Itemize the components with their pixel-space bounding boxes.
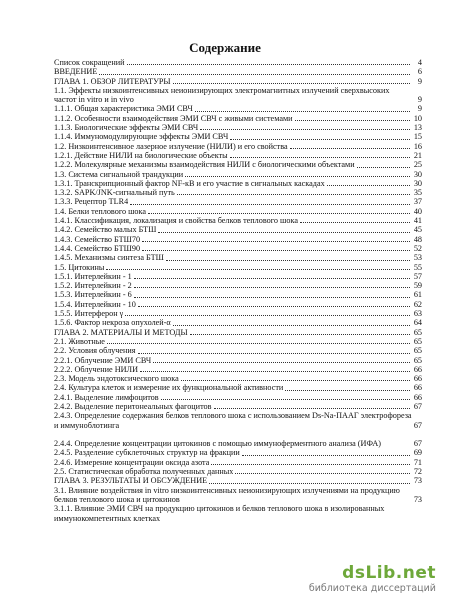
toc-entry-title: 2.2.2. Облучение НИЛИ — [54, 364, 139, 374]
toc-entry — [54, 151, 422, 160]
toc-entry-page: 66 — [413, 364, 422, 374]
toc-entry-page: 55 — [413, 262, 422, 272]
toc-entry — [54, 318, 422, 327]
toc-entry — [54, 411, 422, 430]
toc-entry — [54, 486, 422, 505]
watermark-tagline: библиотека диссертаций — [308, 583, 436, 594]
toc-entry-page: 57 — [413, 271, 422, 281]
toc-entry-title: ВВЕДЕНИЕ — [54, 67, 98, 77]
toc-entry-title: 2.4.4. Определение концентрации цитокинов с помощью иммуноферментного анализа (ИФА) — [54, 439, 382, 449]
toc-leader-dots — [153, 362, 410, 363]
toc-leader-dots — [177, 194, 410, 195]
toc-leader-dots — [230, 139, 410, 140]
toc-leader-dots — [142, 250, 410, 251]
toc-entry-title: 1.1. Эффекты низкоинтенсивных неионизирующих электромагнитных излучений сверхвысоких частот in vitro и in vivo — [54, 85, 390, 105]
toc-entry-title: 2.4. Культура клеток и измерение их функциональной активности — [54, 383, 284, 393]
toc-entry-title: 1.4.4. Семейство БТШ90 — [54, 243, 141, 253]
toc-entry — [54, 77, 422, 86]
toc-entry — [54, 179, 422, 188]
toc-entry-title: 2.2.1. Облучение ЭМИ СВЧ — [54, 355, 152, 365]
toc-entry — [54, 374, 422, 383]
toc-entry-page: 65 — [413, 355, 422, 365]
toc-entry-page: 25 — [413, 160, 422, 170]
toc-entry — [54, 197, 422, 206]
toc-leader-dots — [190, 334, 410, 335]
toc-entry-page: 66 — [413, 383, 422, 393]
toc-leader-dots — [230, 157, 410, 158]
toc-entry-title: 3.1. Влияние воздействия in vitro низкоинтенсивных неионизирующих излучениями на продукцию белков теплового шока и цитокинов — [54, 485, 400, 504]
toc-entry — [54, 272, 422, 281]
toc-entry-page: 9 — [417, 95, 422, 105]
toc-entry-title: 1.5. Цитокины — [54, 262, 105, 272]
toc-entry-page: 40 — [413, 206, 422, 216]
toc-entry-title: 2.4.3. Определение содержания белков теплового шока с использованием Ds-Na-ПААГ электрофореза и иммуноблотинга — [54, 411, 412, 430]
toc-entry-page: 9 — [417, 76, 422, 86]
toc-entry-title: 2.3. Модель эндотоксического шока — [54, 374, 179, 384]
watermark-brand-suffix: .net — [395, 563, 436, 583]
toc-entry-page: 10 — [413, 113, 422, 123]
toc-entry-title: 1.3.1. Транскрипционный фактор NF-кВ и его участие в сигнальных каскадах — [54, 178, 325, 188]
toc-entry — [54, 467, 422, 476]
toc-entry-page: 65 — [413, 346, 422, 356]
toc-entry-page: 67 — [413, 420, 422, 430]
toc-entry-title: ГЛАВА 3. РЕЗУЛЬТАТЫ И ОБСУЖДЕНИЕ — [54, 476, 208, 486]
toc-leader-dots — [140, 371, 410, 372]
toc-entry-page: 66 — [413, 392, 422, 402]
toc-leader-dots — [142, 241, 410, 242]
toc-entry-title: ГЛАВА 1. ОБЗОР ЛИТЕРАТУРЫ — [54, 76, 171, 86]
toc-leader-dots — [327, 185, 410, 186]
toc-entry-title: 1.2. Низкоинтенсивное лазерное излучение (НИЛИ) и его свойства — [54, 141, 288, 151]
toc-entry-page: 9 — [417, 104, 422, 114]
toc-entry — [54, 328, 422, 337]
toc-entry — [54, 393, 422, 402]
toc-entry-page: 15 — [413, 132, 422, 142]
toc-entry — [54, 216, 422, 225]
toc-leader-dots — [127, 64, 411, 65]
toc-entry-title: 2.4.5. Разделение субклеточных структур на фракции — [54, 448, 240, 458]
toc-entry — [54, 114, 422, 123]
toc-entry — [54, 402, 422, 411]
toc-entry — [54, 356, 422, 365]
toc-entry — [54, 309, 422, 318]
toc-entry-page: 35 — [413, 188, 422, 198]
toc-entry-title: 1.1.1. Общая характеристика ЭМИ СВЧ — [54, 104, 193, 114]
toc-entry-page: 30 — [413, 169, 422, 179]
toc-leader-dots — [295, 120, 410, 121]
toc-entry-page: 6 — [417, 67, 422, 77]
toc-leader-dots — [195, 111, 410, 112]
toc-entry-title: Список сокращений — [54, 58, 125, 67]
toc-entry-page: 37 — [413, 197, 422, 207]
toc-entry-title: 1.5.1. Интерлейкин - 1 — [54, 271, 132, 281]
toc-entry-title: 2.2. Условия облучения — [54, 346, 136, 356]
toc-entry — [54, 123, 422, 132]
toc-entry-title: 1.3. Система сигнальной трандукции — [54, 169, 184, 179]
toc-entry-page: 73 — [413, 494, 422, 504]
toc-entry-page: 53 — [413, 253, 422, 263]
toc-entry — [54, 263, 422, 272]
toc-entry-page: 61 — [413, 290, 422, 300]
toc-leader-dots — [130, 204, 410, 205]
page-title: Содержание — [189, 40, 261, 55]
toc-entry-title: 1.5.2. Интерлейкин - 2 — [54, 281, 132, 291]
toc-entry-page: 73 — [413, 476, 422, 486]
toc-entry-title: 1.1.4. Иммуномодулирующие эффекты ЭМИ СВЧ — [54, 132, 229, 142]
toc-leader-dots — [290, 148, 410, 149]
toc-leader-dots — [357, 167, 410, 168]
toc-entry-page: 52 — [413, 243, 422, 253]
toc-leader-dots — [148, 213, 410, 214]
toc-entry — [54, 253, 422, 262]
watermark — [309, 563, 436, 594]
toc-entry — [54, 142, 422, 151]
toc-entry-page: 71 — [413, 457, 422, 467]
toc-leader-dots — [300, 222, 410, 223]
toc-leader-dots — [138, 306, 410, 307]
toc-entry-page: 16 — [413, 141, 422, 151]
toc-entry-title: 2.4.6. Измерение концентрации оксида азота — [54, 457, 210, 467]
toc-entry-page: 64 — [413, 318, 422, 328]
toc-leader-dots — [181, 380, 410, 381]
toc-entry-page: 4 — [417, 58, 422, 67]
toc-entry-page: 48 — [413, 234, 422, 244]
toc-entry — [54, 337, 422, 346]
toc-entry — [54, 430, 422, 449]
toc-leader-dots — [99, 74, 410, 75]
toc-leader-dots — [107, 343, 410, 344]
toc-leader-dots — [134, 278, 410, 279]
toc-entry-title: 3.1.1. Влияние ЭМИ СВЧ на продукцию цитокинов и белков теплового шока в изолированных иммунокомпетентных клетках — [54, 504, 385, 523]
toc-entry — [54, 300, 422, 309]
toc-entry-title: 1.4. Белки теплового шока — [54, 206, 147, 216]
toc-leader-dots — [200, 129, 410, 130]
toc-entry-page: 72 — [413, 467, 422, 477]
toc-entry-title: 1.5.5. Интерферон γ — [54, 309, 124, 319]
toc-entry — [54, 476, 422, 485]
toc-entry-title: 1.5.3. Интерлейкин - 6 — [54, 290, 132, 300]
toc-entry — [54, 207, 422, 216]
toc-entry-page: 63 — [413, 309, 422, 319]
toc-entry — [54, 67, 422, 76]
toc-entry — [54, 225, 422, 234]
toc-entry-page: 62 — [413, 299, 422, 309]
toc-entry — [54, 58, 422, 67]
toc-entry — [54, 235, 422, 244]
toc-entry-title: ГЛАВА 2. МАТЕРИАЛЫ И МЕТОДЫ — [54, 327, 188, 337]
toc-entry-title: 1.3.2. SAPK/JNK-сигнальный путь — [54, 188, 175, 198]
toc-entry-title: 2.5. Статистическая обработка полученных данных — [54, 467, 234, 477]
watermark-brand: dsLib — [342, 563, 396, 583]
toc-entry-title: 1.4.1. Классификация, локализация и свойства белков теплового шока — [54, 216, 298, 226]
toc-entry — [54, 104, 422, 113]
toc-leader-dots — [166, 260, 410, 261]
toc-entry — [54, 383, 422, 392]
toc-entry — [54, 281, 422, 290]
toc-entry-page: 59 — [413, 281, 422, 291]
toc-leader-dots — [173, 83, 410, 84]
toc-entry — [54, 160, 422, 169]
toc-entry — [54, 346, 422, 355]
toc-entry-title: 1.1.3. Биологические эффекты ЭМИ СВЧ — [54, 123, 199, 133]
toc-entry — [54, 448, 422, 457]
toc-leader-dots — [185, 176, 410, 177]
toc-entry-page: 67 — [413, 439, 422, 449]
toc-leader-dots — [134, 297, 410, 298]
toc-entry-title: 1.5.6. Фактор некроза опухолей-α — [54, 318, 171, 328]
toc-entry — [54, 458, 422, 467]
toc-leader-dots — [285, 390, 410, 391]
toc-entry — [54, 365, 422, 374]
toc-leader-dots — [173, 325, 410, 326]
toc-entry — [54, 290, 422, 299]
toc-leader-dots — [209, 483, 410, 484]
toc-leader-dots — [242, 455, 410, 456]
toc-leader-dots — [211, 464, 410, 465]
toc-leader-dots — [214, 408, 411, 409]
toc-entry — [54, 86, 422, 105]
toc-entry-page: 66 — [413, 374, 422, 384]
toc-entry-title: 1.4.3. Семейство БТШ70 — [54, 234, 141, 244]
toc-entry-page: 65 — [413, 336, 422, 346]
toc-entry-title: 1.2.1. Действие НИЛИ на биологические объекты — [54, 150, 228, 160]
toc-leader-dots — [125, 315, 410, 316]
table-of-contents — [54, 58, 422, 523]
toc-entry-title: 1.1.2. Особенности взаимодействия ЭМИ СВЧ с живыми системами — [54, 113, 293, 123]
toc-entry — [54, 188, 422, 197]
toc-entry-title: 1.3.3. Рецептор TLR4 — [54, 197, 129, 207]
toc-entry-title: 2.1. Животные — [54, 336, 105, 346]
toc-entry — [54, 132, 422, 141]
watermark-logo — [309, 563, 436, 583]
toc-leader-dots — [235, 473, 410, 474]
toc-entry-page: 30 — [413, 178, 422, 188]
toc-leader-dots — [138, 353, 410, 354]
toc-entry-page: 21 — [413, 150, 422, 160]
toc-entry — [54, 170, 422, 179]
toc-leader-dots — [161, 399, 410, 400]
toc-entry-page: 45 — [413, 225, 422, 235]
toc-entry-page: 65 — [413, 327, 422, 337]
toc-leader-dots — [106, 269, 410, 270]
toc-entry-title: 1.5.4. Интерлейкин - 10 — [54, 299, 136, 309]
toc-entry-title: 1.4.2. Семейство малых БТШ — [54, 225, 157, 235]
toc-entry-page: 67 — [413, 401, 422, 411]
toc-entry-title: 1.4.5. Механизмы синтеза БТШ — [54, 253, 164, 263]
toc-entry-title: 2.4.2. Выделение перитонеальных фагоцитов — [54, 401, 212, 411]
toc-entry — [54, 244, 422, 253]
toc-entry-page: 13 — [413, 123, 422, 133]
toc-entry-title: 1.2.2. Молекулярные механизмы взаимодействия НИЛИ с биологическими объектами — [54, 160, 355, 170]
toc-entry-page: 41 — [413, 216, 422, 226]
toc-leader-dots — [134, 287, 410, 288]
toc-entry-title: 2.4.1. Выделение лимфоцитов — [54, 392, 159, 402]
toc-leader-dots — [158, 232, 410, 233]
toc-entry-page: 69 — [413, 448, 422, 458]
toc-entry — [54, 504, 422, 523]
